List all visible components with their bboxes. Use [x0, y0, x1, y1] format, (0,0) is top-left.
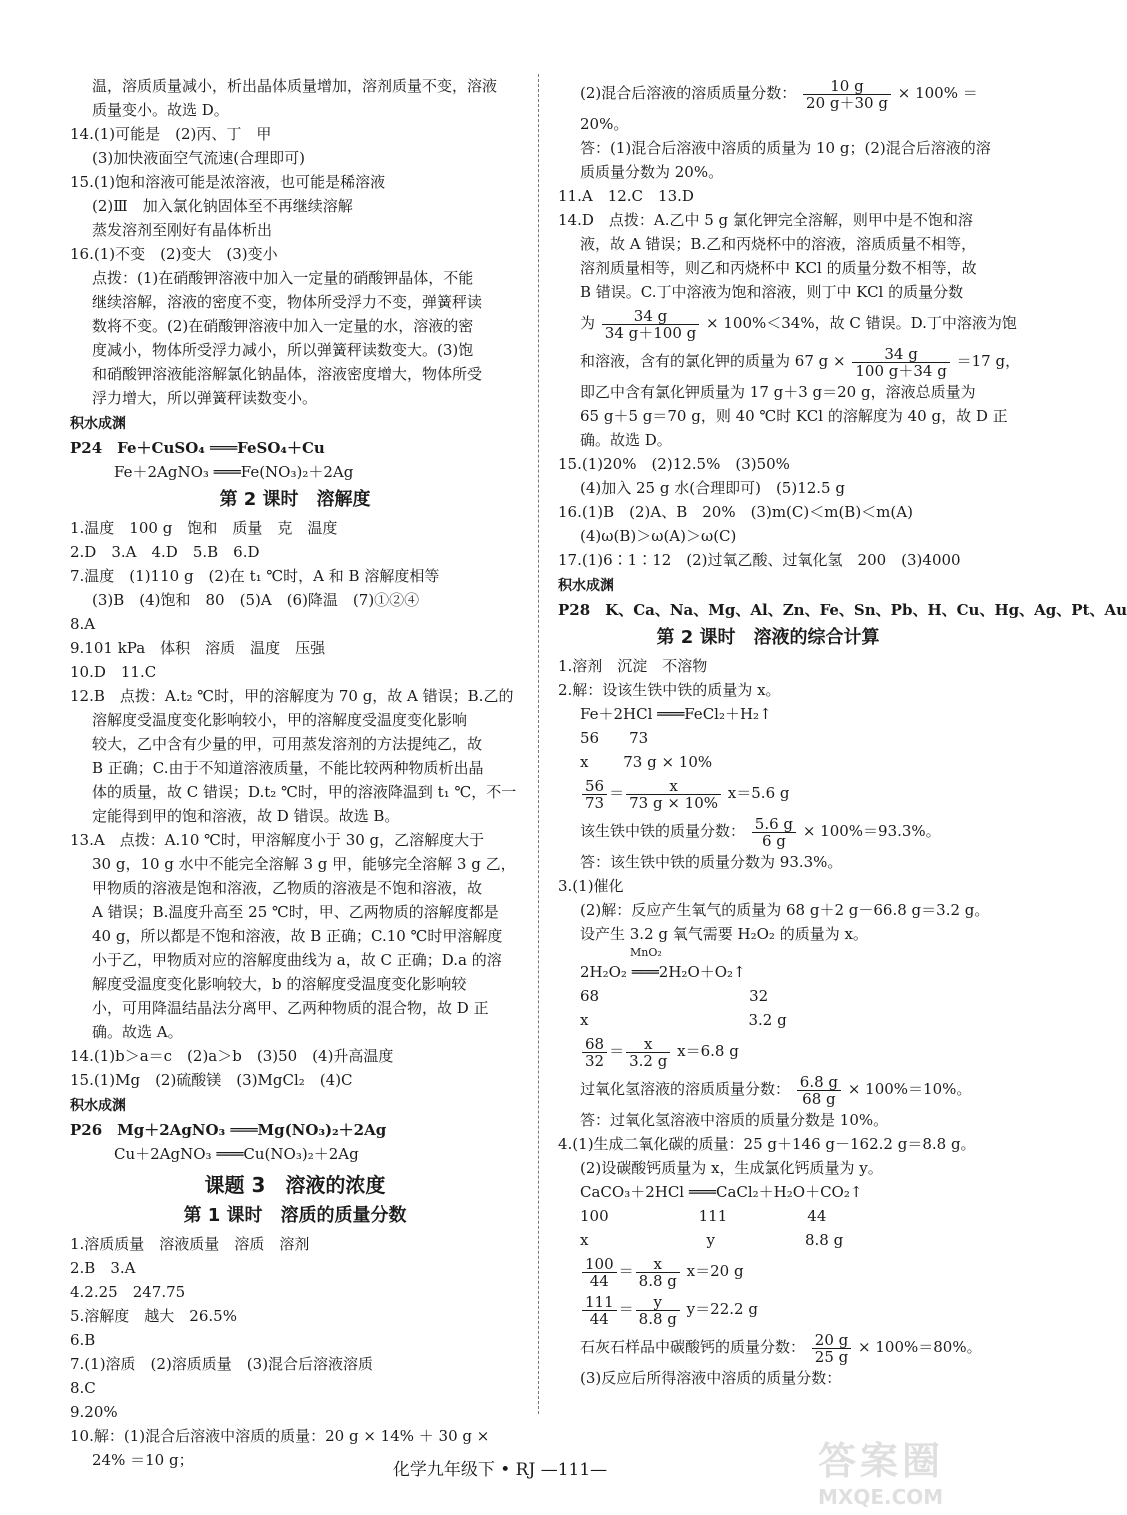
text-line [558, 1228, 978, 1252]
answer-line: 7.温度 (1)110 g (2)在 t₁ ℃时，A 和 B 溶解度相等 [70, 567, 440, 585]
denominator: 25 g [814, 1347, 849, 1366]
answer-line: 3.(1)催化 [558, 877, 624, 895]
watermark-url: MXQE.COM [818, 1485, 944, 1509]
text-line: 较大，乙中含有少量的甲，可用蒸发溶剂的方法提纯乙，故 [92, 735, 483, 753]
text-span: × 100%＝80%。 [858, 1338, 982, 1356]
answer-line: 8.A [70, 615, 96, 633]
left-column [70, 74, 520, 1472]
text-line: 20%。 [580, 115, 629, 133]
denominator: 68 g [802, 1089, 836, 1108]
denominator: 8.8 g [638, 1271, 677, 1290]
equation-line: Fe＋2AgNO₃ ═══Fe(NO₃)₂＋2Ag [114, 463, 354, 481]
text-span: × 100% ＝ [897, 84, 978, 102]
text-line: 定能得到甲的饱和溶液，故 D 错误。故选 B。 [92, 807, 400, 825]
text-line: 解度受温度变化影响较大，b 的溶解度受温度变化影响较 [92, 975, 467, 993]
fraction [803, 78, 891, 111]
catalyst-label: MnO₂ [630, 946, 662, 959]
section-label: 积水成渊 [558, 578, 614, 594]
text-line: (4)ω(B)＞ω(A)＞ω(C) [580, 527, 737, 545]
numerator: 111 [582, 1294, 617, 1311]
denominator: 6 g [761, 831, 786, 850]
section-label: 积水成渊 [70, 416, 126, 432]
text-span: (2)混合后溶液的溶质质量分数： [580, 84, 797, 102]
fraction-line [558, 1070, 978, 1108]
answer-line: 6.B [70, 1331, 96, 1349]
text-line: B 正确；C.由于不知道溶液质量，不能比较两种物质析出晶 [92, 759, 484, 777]
equation-line: P26 Mg＋2AgNO₃ ═══Mg(NO₃)₂＋2Ag [70, 1121, 387, 1139]
text-span: x＝6.8 g [677, 1042, 739, 1060]
text-span: ＝17 g， [956, 352, 1021, 370]
equation-line: Fe＋2HCl ═══FeCl₂＋H₂↑ [580, 705, 772, 723]
answer-line: 10.解：(1)混合后溶液中溶质的质量：20 g × 14% ＋ 30 g × [70, 1427, 490, 1445]
text-span: 石灰石样品中碳酸钙的质量分数： [580, 1338, 806, 1356]
denominator: 8.8 g [638, 1309, 677, 1328]
fraction [582, 778, 607, 811]
answer-line: 2.B 3.A [70, 1259, 136, 1277]
text-line: 度减小，物体所受浮力减小，所以弹簧秤读数变大。(3)饱 [92, 341, 474, 359]
text-line [558, 984, 978, 1008]
text-line: 体的质量，故 C 错误；D.t₂ ℃时，甲的溶液降温到 t₁ ℃，不一 [92, 783, 517, 801]
denominator: 44 [589, 1309, 609, 1328]
numerator: 68 [582, 1036, 607, 1053]
text-line: 答：该生铁中铁的质量分数为 93.3%。 [580, 853, 843, 871]
text-line: 小于乙，甲物质对应的溶解度曲线为 a，故 C 正确；D.a 的溶 [92, 951, 502, 969]
text-line: (3)反应后所得溶液中溶质的质量分数： [580, 1369, 842, 1387]
text-span: × 100%＜34%，故 C 错误。D.丁中溶液为饱 [706, 314, 1017, 332]
fraction [582, 1294, 617, 1327]
text-line: 56 73 [580, 729, 649, 747]
fraction [752, 816, 796, 849]
text-line: 答：过氧化氢溶液中溶质的质量分数是 10%。 [580, 1111, 889, 1129]
fraction [582, 1036, 607, 1069]
answer-line: 1.温度 100 g 饱和 质量 克 温度 [70, 519, 338, 537]
fraction-line [558, 812, 978, 850]
numerator: 34 g [602, 308, 699, 325]
proportion-line: $\frac{56}{73}$ ＝ $\frac{x}{73 g \times 10\%}$ x＝5.6 g [558, 774, 978, 812]
text-line: 质量变小。故选 D。 [92, 101, 229, 119]
fraction-line [558, 304, 1017, 342]
numerator: 20 g [812, 1332, 851, 1349]
numerator: 5.6 g [752, 816, 796, 833]
text-line: 溶解度受温度变化影响较小，甲的溶解度受温度变化影响 [92, 711, 468, 729]
answer-line: 9.20% [70, 1403, 118, 1421]
text-span: 为 [580, 314, 596, 332]
answer-15: 15.(1)饱和溶液可能是浓溶液，也可能是稀溶液 [70, 173, 386, 191]
answer-line: 5.溶解度 越大 26.5% [70, 1307, 237, 1325]
equation-line: P28 K、Ca、Na、Mg、Al、Zn、Fe、Sn、Pb、H、Cu、Hg、Ag、Pt、Au [558, 601, 1127, 619]
fraction [582, 1256, 617, 1289]
fraction [626, 778, 721, 811]
text-line: 确。故选 A。 [92, 1023, 183, 1041]
numerator: 34 g [852, 346, 949, 363]
answer-line: 9.101 kPa 体积 溶质 温度 压强 [70, 639, 326, 657]
text-line: 和硝酸钾溶液能溶解氯化钠晶体，溶液密度增大，物体所受 [92, 365, 483, 383]
lesson-heading: 第 2 课时 溶解度 [219, 489, 371, 510]
text-line: (3)加快液面空气流速(合理即可) [92, 149, 305, 167]
right-column [558, 74, 1127, 1390]
text-line: 30 g，10 g 水中不能完全溶解 3 g 甲，能够完全溶解 3 g 乙， [92, 855, 516, 873]
equation-line: P24 Fe＋CuSO₄ ═══FeSO₄＋Cu [70, 439, 325, 457]
page-footer: 化学九年级下 • RJ —111— [392, 1460, 608, 1480]
fraction [852, 346, 949, 379]
text-line: 继续溶解，溶液的密度不变，物体所受浮力不变，弹簧秤读 [92, 293, 483, 311]
denominator: 32 [585, 1051, 605, 1070]
text-line: 设产生 3.2 g 氧气需要 H₂O₂ 的质量为 x。 [580, 925, 868, 943]
text-line: (2)解：反应产生氧气的质量为 68 g＋2 g－66.8 g＝3.2 g。 [580, 901, 990, 919]
fraction [797, 1074, 841, 1107]
lesson-heading: 第 1 课时 溶质的质量分数 [183, 1205, 407, 1226]
answer-line: 14.D 点拨：A.乙中 5 g 氯化钾完全溶解，则甲中是不饱和溶 [558, 211, 973, 229]
text-span: y [706, 1231, 715, 1249]
text-line: 浮力增大，所以弹簧秤读数变小。 [92, 389, 318, 407]
numerator: x [626, 1036, 670, 1053]
fraction-line [558, 342, 1021, 380]
text-line: 蒸发溶剂至刚好有晶体析出 [92, 221, 273, 239]
fraction [602, 308, 699, 341]
text-span: x [580, 1011, 589, 1029]
answer-line: 2.解：设该生铁中铁的质量为 x。 [558, 681, 781, 699]
denominator: 44 [589, 1271, 609, 1290]
fraction [636, 1294, 680, 1327]
answer-line: 16.(1)B (2)A、B 20% (3)m(C)＜m(B)＜m(A) [558, 503, 913, 521]
text-span: × 100%＝10%。 [847, 1080, 972, 1098]
fraction [636, 1256, 680, 1289]
text-line: 质质量分数为 20%。 [580, 163, 724, 181]
answer-14: 14.(1)可能是 (2)丙、丁 甲 [70, 125, 272, 143]
numerator: y [636, 1294, 680, 1311]
text-line: 24% ＝10 g； [92, 1451, 194, 1469]
text-span: x＝20 g [686, 1262, 744, 1280]
fraction [626, 1036, 670, 1069]
lesson-heading: 第 2 课时 溶液的综合计算 [656, 627, 880, 648]
text-line: (4)加入 25 g 水(合理即可) (5)12.5 g [580, 479, 845, 497]
denominator: 100 g＋34 g [855, 361, 947, 380]
numerator: 6.8 g [797, 1074, 841, 1091]
text-line [558, 1204, 978, 1228]
section-label: 积水成渊 [70, 1098, 126, 1114]
answer-line: 12.B 点拨：A.t₂ ℃时，甲的溶解度为 70 g，故 A 错误；B.乙的 [70, 687, 514, 705]
text-line: (3)B (4)饱和 80 (5)A (6)降温 (7)①②④ [92, 591, 420, 609]
topic-heading: 课题 3 溶液的浓度 [204, 1173, 386, 1197]
answer-16: 16.(1)不变 (2)变大 (3)变小 [70, 245, 278, 263]
text-line: 数将不变。(2)在硝酸钾溶液中加入一定量的水，溶液的密 [92, 317, 474, 335]
numerator: 100 [582, 1256, 617, 1273]
watermark-text: 答案圈 [818, 1439, 945, 1483]
column-divider [538, 74, 539, 1414]
text-span: x [580, 1231, 589, 1249]
text-span: 68 [580, 987, 600, 1005]
text-line: 点拨：(1)在硝酸钾溶液中加入一定量的硝酸钾晶体，不能 [92, 269, 474, 287]
denominator: 34 g＋100 g [604, 323, 697, 342]
text-line: A 错误；B.温度升高至 25 ℃时，甲、乙两物质的溶解度都是 [92, 903, 499, 921]
numerator: x [636, 1256, 680, 1273]
answer-line: 1.溶质质量 溶液质量 溶质 溶剂 [70, 1235, 310, 1253]
answer-line: 4.(1)生成二氧化碳的质量：25 g＋146 g－162.2 g＝8.8 g。 [558, 1135, 976, 1153]
text-span: 和溶液，含有的氯化钾的质量为 67 g × [580, 352, 846, 370]
equation-line: 2H₂O₂ ═══2H₂O＋O₂↑ [580, 963, 746, 981]
text-span: 111 [698, 1207, 728, 1225]
answer-line: 17.(1)6∶1∶12 (2)过氧乙酸、过氧化氢 200 (3)4000 [558, 551, 961, 569]
text-line: 温，溶质质量减小，析出晶体质量增加，溶剂质量不变，溶液 [92, 77, 498, 95]
denominator: 3.2 g [629, 1051, 668, 1070]
text-line: 65 g＋5 g＝70 g，则 40 ℃时 KCl 的溶解度为 40 g，故 D 正 [580, 407, 1008, 425]
answer-line: 15.(1)20% (2)12.5% (3)50% [558, 455, 790, 473]
answer-line: 8.C [70, 1379, 96, 1397]
text-span: y＝22.2 g [686, 1300, 758, 1318]
fraction-line [558, 74, 978, 112]
answer-line: 13.A 点拨：A.10 ℃时，甲溶解度小于 30 g，乙溶解度大于 [70, 831, 485, 849]
denominator: 20 g＋30 g [806, 93, 888, 112]
text-line: 液，故 A 错误；B.乙和丙烧杯中的溶液，溶质质量不相等， [580, 235, 977, 253]
numerator: 56 [582, 778, 607, 795]
numerator: 10 g [803, 78, 891, 95]
fraction-line [558, 1328, 982, 1366]
proportion-line: $\frac{68}{32}$ ＝ $\frac{x}{3.2 g}$ x＝6.8 g [558, 1032, 978, 1070]
answer-line: 4.2.25 247.75 [70, 1283, 186, 1301]
answer-line: 11.A 12.C 13.D [558, 187, 694, 205]
text-line: 答：(1)混合后溶液中溶质的质量为 10 g；(2)混合后溶液的溶 [580, 139, 991, 157]
denominator: 73 g × 10% [629, 793, 719, 812]
text-line: 即乙中含有氯化钾质量为 17 g＋3 g＝20 g，溶液总质量为 [580, 383, 976, 401]
answer-line: 2.D 3.A 4.D 5.B 6.D [70, 543, 260, 561]
text-span: x＝5.6 g [727, 784, 790, 802]
text-line: 溶剂质量相等，则乙和丙烧杯中 KCl 的质量分数不相等，故 [580, 259, 977, 277]
denominator: 73 [585, 793, 605, 812]
proportion-line: $\frac{111}{44}$ ＝ $\frac{y}{8.8 g}$ y＝22.2 g [558, 1290, 978, 1328]
text-span: 32 [749, 987, 769, 1005]
text-line: x 73 g × 10% [580, 753, 713, 771]
fraction [812, 1332, 851, 1365]
text-span: 100 [580, 1207, 609, 1225]
answer-line: 14.(1)b＞a＝c (2)a＞b (3)50 (4)升高温度 [70, 1047, 394, 1065]
answer-line: 1.溶剂 沉淀 不溶物 [558, 657, 708, 675]
text-span: 3.2 g [748, 1011, 787, 1029]
answer-line: 10.D 11.C [70, 663, 157, 681]
text-line: 小，可用降温结晶法分离甲、乙两种物质的混合物，故 D 正 [92, 999, 489, 1017]
text-line: 甲物质的溶液是饱和溶液，乙物质的溶液是不饱和溶液，故 [92, 879, 483, 897]
text-line: 40 g，所以都是不饱和溶液，故 B 正确；C.10 ℃时甲溶解度 [92, 927, 503, 945]
text-span: 过氧化氢溶液的溶质质量分数： [580, 1080, 791, 1098]
equation-line: Cu＋2AgNO₃ ═══Cu(NO₃)₂＋2Ag [114, 1145, 359, 1163]
text-span: 44 [807, 1207, 827, 1225]
numerator: x [626, 778, 721, 795]
answer-line: 7.(1)溶质 (2)溶质质量 (3)混合后溶液溶质 [70, 1355, 374, 1373]
text-span: 该生铁中铁的质量分数： [580, 822, 746, 840]
text-line [558, 1008, 978, 1032]
text-line: 确。故选 D。 [580, 431, 672, 449]
answer-line: 15.(1)Mg (2)硫酸镁 (3)MgCl₂ (4)C [70, 1071, 353, 1089]
text-span: 8.8 g [804, 1231, 844, 1249]
text-line: B 错误。C.丁中溶液为饱和溶液，则丁中 KCl 的质量分数 [580, 283, 964, 301]
equation-line: CaCO₃＋2HCl ═══CaCl₂＋H₂O＋CO₂↑ [580, 1183, 863, 1201]
text-span: × 100%＝93.3%。 [802, 822, 941, 840]
watermark-logo [818, 1430, 978, 1509]
text-line: (2)Ⅲ 加入氯化钠固体至不再继续溶解 [92, 197, 353, 215]
proportion-line: $\frac{100}{44}$ ＝ $\frac{x}{8.8 g}$ x＝20 g [558, 1252, 978, 1290]
text-line: (2)设碳酸钙质量为 x，生成氯化钙质量为 y。 [580, 1159, 883, 1177]
